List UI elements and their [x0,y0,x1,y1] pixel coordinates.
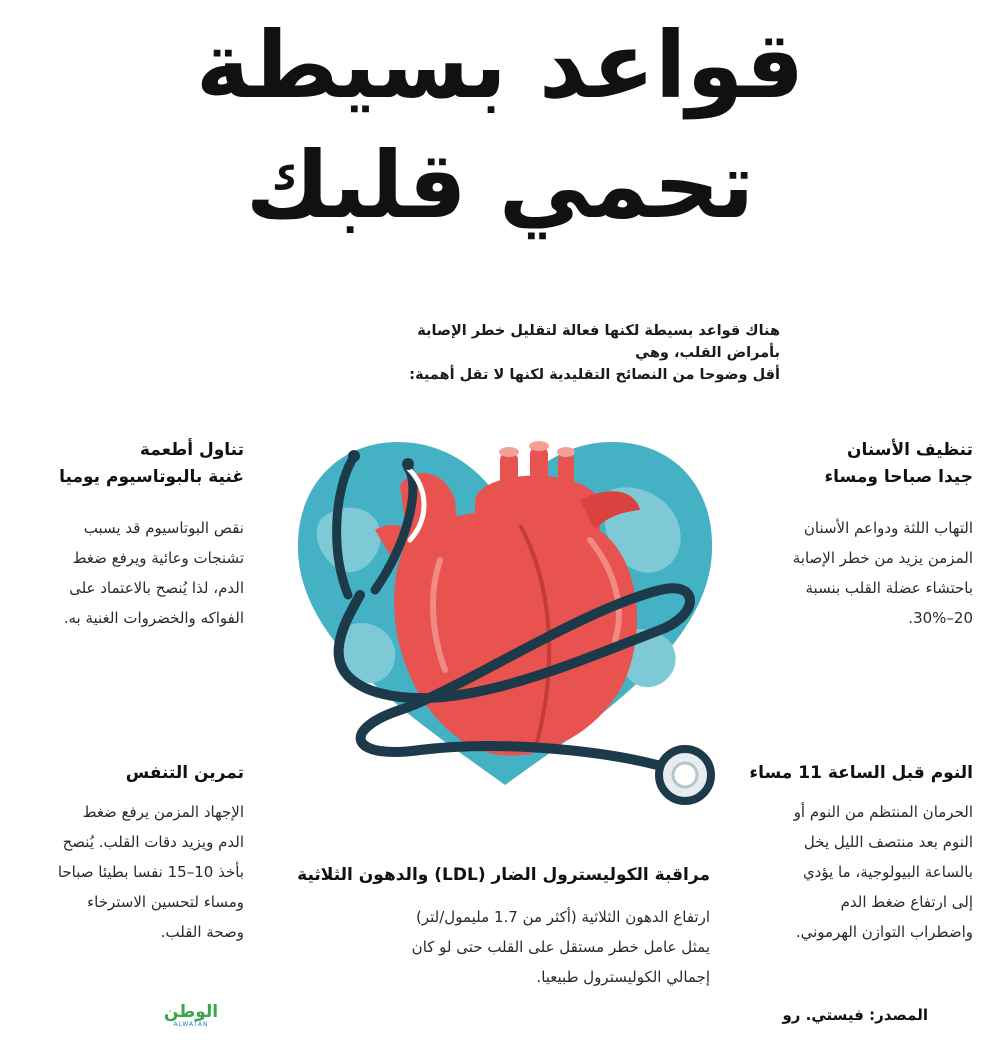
logo-subtext: ALWATAN [173,1021,209,1028]
tip-sleep-heading-line-1: النوم قبل الساعة 11 مساء [749,763,973,783]
tip-cholesterol-heading [280,862,710,889]
tip-sleep-body [723,797,973,947]
tip-potassium-heading [14,437,244,491]
tip-teeth-body-line: 20–30%. [908,609,973,627]
tip-breathing-body-line: بأخذ 10–15 نفسا بطيئا صباحا [57,863,244,881]
tip-breathing-body-line: وصحة القلب. [160,923,244,941]
tip-potassium-body-line: الفواكه والخضروات الغنية به. [63,609,244,627]
heart-with-stethoscope-illustration [280,430,730,810]
tip-teeth-body-line: المزمن يزيد من خطر الإصابة [792,549,973,567]
tip-cholesterol-body-line: إجمالي الكوليسترول طبيعيا. [536,968,710,986]
tip-breathing-heading-line-1: تمرين التنفس [125,763,244,783]
tip-breathing-body [4,797,244,947]
tip-cholesterol-body-line: يمثل عامل خطر مستقل على القلب حتى لو كان [411,938,710,956]
tip-teeth-heading-line-1: تنظيف الأسنان [846,440,973,460]
tip-breathing-body-line: ومساء لتحسين الاسترخاء [87,893,244,911]
tip-sleep-body-line: الحرمان المنتظم من النوم أو [793,803,973,821]
tip-teeth-heading-line-2: جيدا صباحا ومساء [824,467,973,487]
tip-cholesterol-body-line: ارتفاع الدهون الثلاثية (أكثر من 1.7 مليمول/لتر) [416,908,710,926]
alwatan-logo [160,1003,222,1029]
tip-teeth-heading [753,437,973,491]
logo-text: الوطن [163,1002,219,1022]
title-line-1: قواعد بسيطة [195,12,805,119]
tip-sleep-body-line: إلى ارتفاع ضغط الدم [840,893,973,911]
tip-teeth-body-line: التهاب اللثة ودواعم الأسنان [803,519,973,537]
title-line-2: تحمي قلبك [245,132,755,239]
tip-teeth-body [723,513,973,633]
tip-potassium-heading-line-2: غنية بالبوتاسيوم يوميا [59,467,244,487]
tip-breathing-body-line: الدم ويزيد دقات القلب. يُنصح [62,833,244,851]
tip-breathing-body-line: الإجهاد المزمن يرفع ضغط [82,803,244,821]
tip-sleep-body-line: واضطراب التوازن الهرموني. [795,923,973,941]
tip-sleep-body-line: بالساعة البيولوجية، ما يؤدي [802,863,973,881]
tip-cholesterol-body [290,902,710,992]
tip-sleep-heading [733,760,973,787]
tip-potassium-body-line: نقص البوتاسيوم قد يسبب [83,519,244,537]
tip-sleep-body-line: النوم بعد منتصف الليل يخل [803,833,973,851]
tip-breathing-heading [24,760,244,787]
tip-potassium-body-line: الدم، لذا يُنصح بالاعتماد على [69,579,244,597]
tip-potassium-body-line: تشنجات وعائية ويرفع ضغط [72,549,244,567]
intro-text [395,320,780,386]
intro-line-1: هناك قواعد بسيطة لكنها فعالة لتقليل خطر الإصابة بأمراض القلب، وهي [417,323,780,361]
tip-potassium-heading-line-1: تناول أطعمة [139,440,244,460]
intro-line-2: أقل وضوحا من النصائح التقليدية لكنها لا تقل أهمية: [409,367,780,383]
source-credit: المصدر: فيستي. رو [782,1006,928,1024]
tip-teeth-body-line: باحتشاء عضلة القلب بنسبة [805,579,973,597]
tip-cholesterol-heading-line-1: مراقبة الكوليسترول الضار (LDL) والدهون الثلاثية [297,865,710,885]
tip-potassium-body [4,513,244,633]
